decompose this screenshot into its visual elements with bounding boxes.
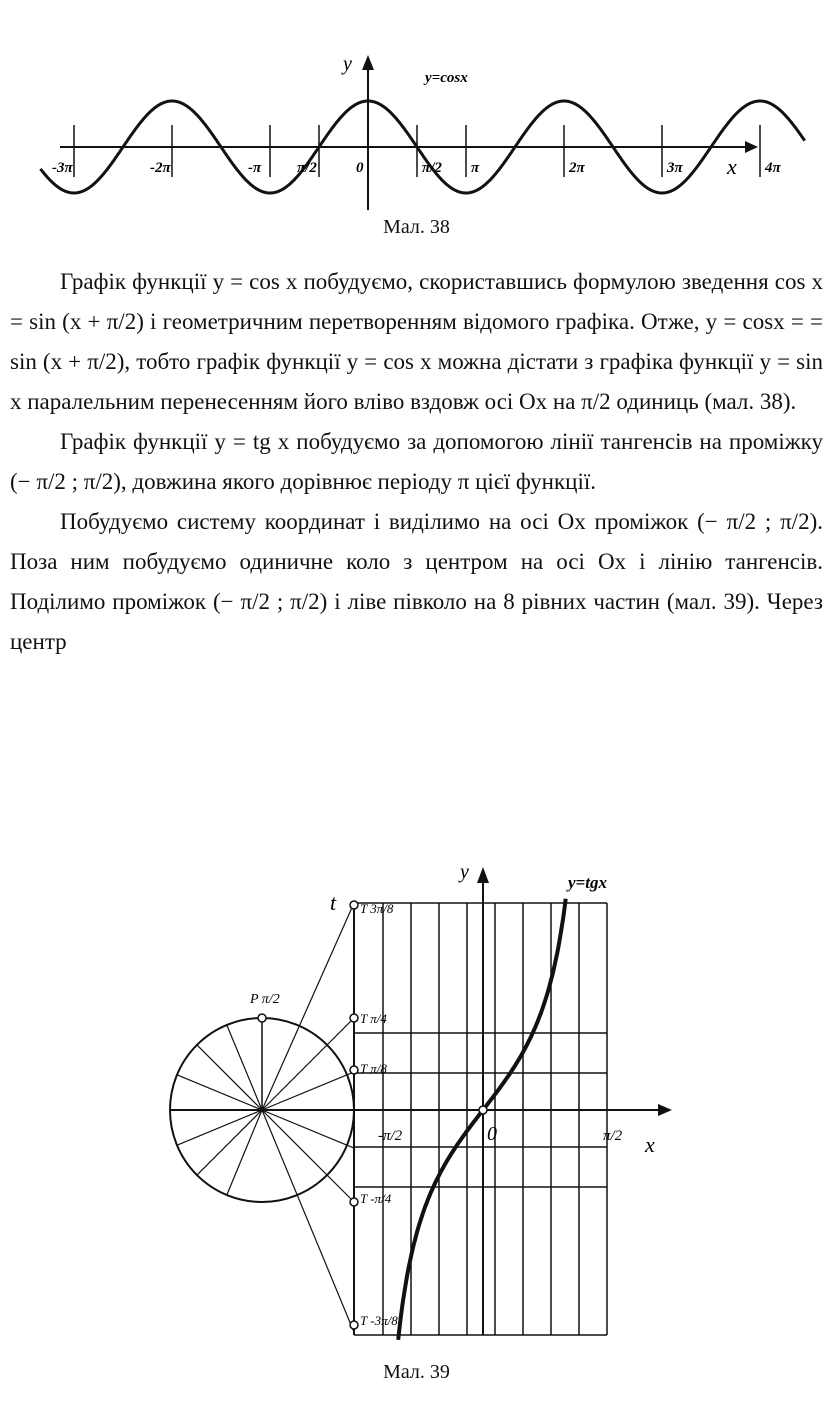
- radial-line: [262, 1110, 354, 1202]
- point-marker: [350, 901, 358, 909]
- point-marker: [479, 1106, 487, 1114]
- figure-38-caption: Мал. 38: [383, 216, 450, 238]
- tangent-label-neg-pi4: T -π/4: [360, 1191, 392, 1206]
- function-label: y=cosx: [425, 70, 468, 86]
- p-label: P π/2: [250, 992, 280, 1007]
- tangent-label-neg-3pi8: T -3π/8: [360, 1313, 398, 1328]
- tangent-graph: [0, 855, 833, 1360]
- paragraph-3: Побудуємо систему координат і виділимо на осі Ox проміжок (− π/2 ; π/2). Поза ним побудуємо одиничне коло з центром на осі Ox і лінію тангенсів. Поділимо проміжок (− π/2 ; π/2) і ліве півколо на 8 рівних частин (мал. 39). Через центр: [10, 509, 823, 654]
- y-axis-arrow: [362, 55, 374, 70]
- point-marker: [350, 1014, 358, 1022]
- y-axis-label: y: [343, 53, 352, 75]
- x-axis-arrow: [745, 141, 758, 153]
- tangent-label-pi8: T π/8: [360, 1061, 387, 1076]
- t-label: t: [330, 890, 337, 915]
- x-axis-label: x: [727, 154, 737, 179]
- radial-line: [262, 1018, 354, 1110]
- tangent-label-3pi8: T 3π/8: [360, 901, 394, 916]
- tick-label: π: [471, 160, 480, 176]
- tick-labels: [52, 125, 782, 177]
- tick-label: -π: [247, 160, 262, 176]
- y-axis-label: y: [460, 861, 469, 883]
- tick-label: 0: [356, 160, 364, 176]
- tick-label: π/2: [296, 160, 317, 176]
- point-marker: [258, 1014, 266, 1022]
- tick-right: π/2: [603, 1128, 623, 1144]
- x-axis-label: x: [645, 1132, 655, 1157]
- function-label: y=tgx: [568, 873, 607, 892]
- point-marker: [350, 1198, 358, 1206]
- tick-origin: 0: [487, 1123, 497, 1145]
- tick-label: -3π: [51, 160, 73, 176]
- tick-label: 2π: [569, 160, 585, 176]
- tangent-curve: [398, 899, 566, 1340]
- cosine-graph: [0, 40, 833, 215]
- radial-line-left: [197, 1110, 262, 1175]
- paragraph-1: Графік функції y = cos x побудуємо, скориставшись формулою зведення cos x = sin (x + π/2) і геометричним перетворенням відомого графіка. Отже, y = cosx = = sin (x + π/2), тобто графік функції y = cos x можна дістати з графіка функції y = sin x паралельним перенесенням його вліво вздовж осі Ox на π/2 одиниць (мал. 38).: [10, 269, 823, 414]
- radial-line-left: [197, 1045, 262, 1110]
- tick-label: π/2: [422, 160, 442, 176]
- marked-points: [258, 901, 487, 1329]
- x-axis-arrow: [658, 1104, 672, 1116]
- point-marker: [350, 1321, 358, 1329]
- point-marker: [350, 1066, 358, 1074]
- tick-label: 4π: [765, 160, 781, 176]
- tick-label: 3π: [667, 160, 683, 176]
- tangent-label-pi4: T π/4: [360, 1011, 387, 1026]
- paragraph-2: Графік функції y = tg x побудуємо за допомогою лінії тангенсів на проміжку (− π/2 ; π/2), довжина якого дорівнює періоду π цієї функції.: [10, 429, 823, 494]
- y-axis-arrow: [477, 867, 489, 883]
- body-text: [10, 262, 823, 662]
- tick-left: -π/2: [378, 1128, 403, 1144]
- grid: [354, 903, 607, 1335]
- radial-line: [262, 1110, 354, 1332]
- figure-39-caption: Мал. 39: [383, 1361, 450, 1383]
- radial-lines: [170, 903, 354, 1332]
- tick-label: -2π: [149, 160, 171, 176]
